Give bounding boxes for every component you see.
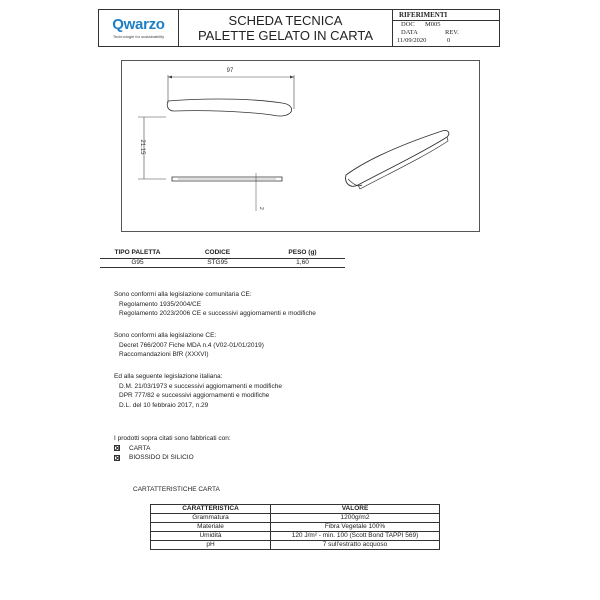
doc-value: M005: [425, 21, 441, 28]
title-line-1: SCHEDA TECNICA: [228, 13, 343, 28]
it-legislation: [114, 372, 282, 411]
ce-intro: Sono conformi alla legislazione CE:: [114, 332, 217, 339]
type-table-header: [100, 248, 345, 258]
type-header-codice: CODICE: [175, 248, 260, 258]
drawing-svg: [122, 61, 479, 231]
eu-intro: Sono conformi alla legislazione comunitaria CE:: [114, 291, 252, 298]
char-header-value: VALORE: [271, 505, 440, 514]
logo: [99, 10, 179, 46]
list-item: [114, 444, 231, 454]
table-row: [151, 514, 440, 523]
type-cell-peso: 1,60: [260, 258, 345, 267]
type-header-tipo: TIPO PALETTA: [100, 248, 175, 258]
dim-arrow-right: [290, 76, 294, 79]
dim-thickness-label: 2: [258, 207, 264, 210]
eu-legislation: [114, 290, 316, 319]
char-key: Umidità: [151, 532, 271, 541]
references-box: [393, 10, 499, 46]
list-item: Decret 766/2007 Fiche MDA n.4 (V02-01/01/2019): [119, 341, 264, 349]
dim-length-label: 97: [226, 68, 234, 74]
char-key: Materiale: [151, 523, 271, 532]
characteristics-heading: CARTATTERISTICHE CARTA: [133, 486, 220, 493]
table-row: [151, 532, 440, 541]
dim-width-label: 21.15: [139, 139, 145, 155]
table-row: [151, 523, 440, 532]
ce-legislation: [114, 331, 264, 360]
type-cell-tipo: G95: [100, 258, 175, 267]
list-item: [114, 453, 231, 463]
title-line-2: PALETTE GELATO IN CARTA: [197, 28, 374, 43]
checked-box-icon: [114, 455, 120, 461]
list-item: Raccomandazioni BfR (XXXVI): [119, 351, 209, 359]
it-intro: Ed alla seguente legislazione italiana:: [114, 373, 223, 380]
char-value: 7 sull'estratto acquoso: [271, 541, 440, 550]
rev-label: REV.: [445, 29, 459, 36]
char-header-key: CARATTERISTICA: [151, 505, 271, 514]
paddle-iso-view: [346, 130, 449, 186]
char-key: pH: [151, 541, 271, 550]
dim-arrow-left: [168, 76, 172, 79]
table-row: [151, 541, 440, 550]
list-item: D.L. del 10 febbraio 2017, n.29: [119, 402, 209, 410]
char-value: 1200g/m2: [271, 514, 440, 523]
technical-drawing: [121, 60, 480, 232]
char-value: Fibra Vegetale 100%: [271, 523, 440, 532]
references-title: RIFERIMENTI: [393, 10, 499, 21]
date-value: 11/09/2020: [397, 37, 427, 44]
characteristics-table: [150, 504, 440, 550]
products-section: [114, 434, 231, 463]
table-row: [100, 258, 345, 267]
document-title: [179, 10, 393, 46]
date-label: DATA: [401, 29, 418, 36]
list-item: Regolamento 2023/2006 CE e successivi aggiornamenti e modifiche: [119, 310, 316, 318]
checked-box-icon: [114, 445, 120, 451]
char-key: Grammatura: [151, 514, 271, 523]
type-table: [100, 248, 345, 268]
products-intro: I prodotti sopra citati sono fabbricati con:: [114, 435, 231, 442]
list-item: DPR 777/82 e successivi aggiornamenti e modifiche: [119, 392, 270, 400]
logo-text: Qwarzo: [112, 15, 165, 33]
type-header-peso: PESO (g): [260, 248, 345, 258]
rev-value: 0: [447, 37, 451, 44]
char-table-header: [151, 505, 440, 514]
paddle-top-view: [167, 99, 291, 116]
type-cell-codice: STG95: [175, 258, 260, 267]
list-item: D.M. 21/03/1973 e successivi aggiornamenti e modifiche: [119, 382, 282, 390]
paddle-iso-edge: [348, 179, 362, 186]
list-item: Regolamento 1935/2004/CE: [119, 300, 202, 308]
document-header: [98, 9, 500, 47]
product-silicio: BIOSSIDO DI SILICIO: [129, 454, 194, 461]
product-carta: CARTA: [129, 444, 151, 452]
doc-label: DOC: [401, 21, 415, 28]
char-value: 120 J/m² - min. 100 (Scott Bond TAPPI 569): [271, 532, 440, 541]
logo-tagline: Technologie for sustainability: [112, 33, 165, 39]
